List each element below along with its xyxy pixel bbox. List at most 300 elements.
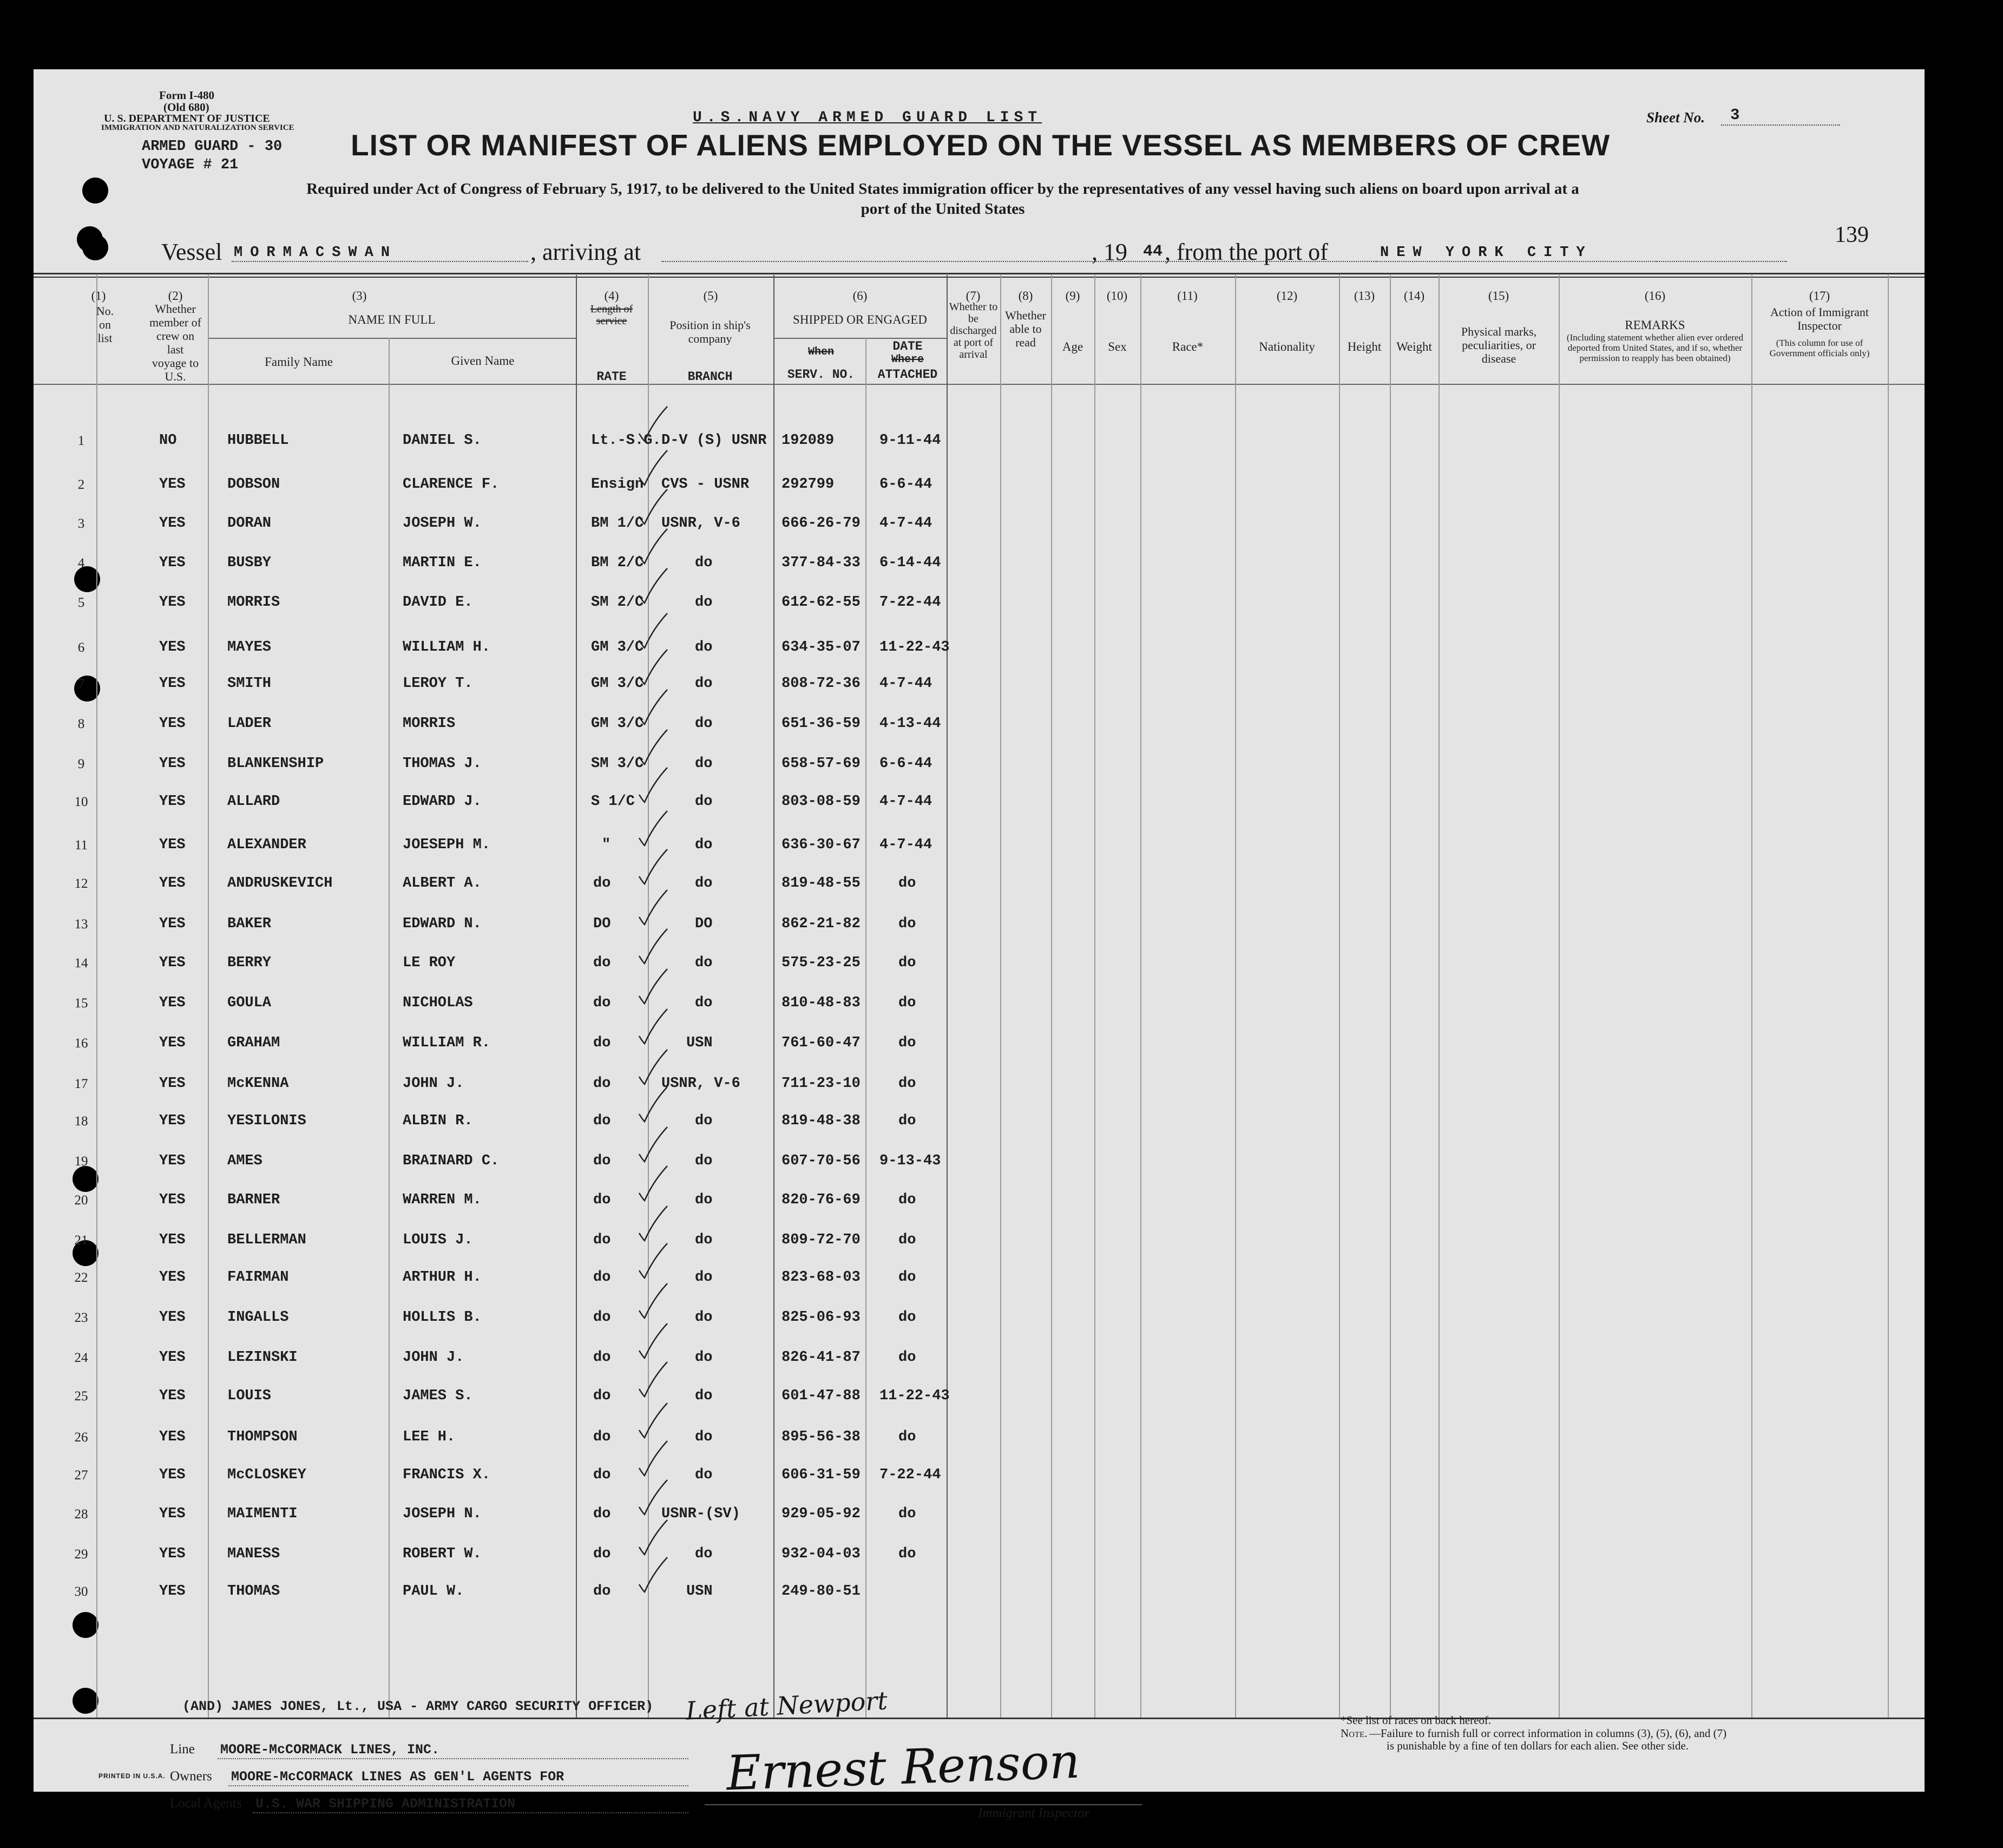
cell-row-number: 15 <box>74 996 88 1011</box>
port-name: NEW YORK CITY <box>1380 245 1593 261</box>
cell-branch: USN <box>686 1035 713 1051</box>
cell-rate: do <box>593 1113 611 1129</box>
cell-given-name: WILLIAM R. <box>403 1035 491 1051</box>
cell-crew: YES <box>159 1467 186 1483</box>
cell-family-name: ALEXANDER <box>227 837 306 853</box>
cell-serv-no: 825-06-93 <box>782 1309 861 1326</box>
cell-date-attached: 4-7-44 <box>879 676 932 692</box>
cell-rate: do <box>593 1467 611 1483</box>
cell-given-name: JOHN J. <box>403 1349 464 1366</box>
cell-crew: YES <box>159 1388 186 1404</box>
immigrant-inspector-label: Immigrant Inspector <box>978 1806 1090 1820</box>
cell-branch: do <box>695 875 713 892</box>
cell-family-name: MANESS <box>227 1546 280 1562</box>
cell-date-attached: do <box>898 995 916 1011</box>
check-mark-icon <box>637 612 669 650</box>
cell-crew: YES <box>159 1192 186 1208</box>
from-label: , from the port of <box>1165 239 1328 265</box>
cell-branch: do <box>695 716 713 732</box>
cell-given-name: DAVID E. <box>403 594 473 611</box>
cell-family-name: HUBBELL <box>227 432 289 449</box>
cell-row-number: 14 <box>74 956 88 971</box>
col-name-header: NAME IN FULL <box>348 313 436 326</box>
punch-hole-icon <box>73 1166 98 1192</box>
cell-rate: GM 3/C <box>591 676 644 692</box>
cell-given-name: FRANCIS X. <box>403 1467 491 1483</box>
cell-crew: YES <box>159 555 186 571</box>
cell-rate: SM 2/C <box>591 594 644 611</box>
col-nationality-header: Nationality <box>1259 340 1315 353</box>
cell-rate: do <box>593 1035 611 1051</box>
cell-date-attached: do <box>898 916 916 932</box>
cell-serv-no: 601-47-88 <box>782 1388 861 1404</box>
cell-given-name: THOMAS J. <box>403 756 482 772</box>
cell-given-name: WARREN M. <box>403 1192 482 1208</box>
cell-serv-no: 820-76-69 <box>782 1192 861 1208</box>
cell-date-attached: 11-22-43 <box>879 639 950 656</box>
cell-rate: do <box>593 1269 611 1286</box>
subtitle-line-2: port of the United States <box>861 200 1025 218</box>
check-mark-icon <box>637 889 669 927</box>
check-mark-icon <box>637 729 669 766</box>
armed-guard: ARMED GUARD - 30 <box>142 139 283 155</box>
col-action-note: (This column for use of Government officials only) <box>1769 338 1870 358</box>
cell-family-name: FAIRMAN <box>227 1269 289 1286</box>
cell-given-name: BRAINARD C. <box>403 1153 500 1169</box>
cell-serv-no: 658-57-69 <box>782 756 861 772</box>
cell-row-number: 2 <box>77 477 85 492</box>
cell-branch: do <box>695 1309 713 1326</box>
cell-family-name: MAYES <box>227 639 272 656</box>
cell-family-name: THOMAS <box>227 1583 280 1600</box>
cell-rate: GM 3/C <box>591 639 644 656</box>
cell-crew: YES <box>159 594 186 611</box>
cell-row-number: 13 <box>74 917 88 932</box>
cell-crew: YES <box>159 875 186 892</box>
check-mark-icon <box>637 968 669 1006</box>
cell-given-name: LE ROY <box>403 955 456 971</box>
check-mark-icon <box>637 1242 669 1280</box>
note-line-1: —Failure to furnish full or correct information in columns (3), (5), (6), and (7) <box>1369 1727 1727 1740</box>
cell-crew: YES <box>159 1035 186 1051</box>
cell-row-number: 12 <box>74 876 88 891</box>
cell-serv-no: 634-35-07 <box>782 639 861 656</box>
col-sex-header: Sex <box>1108 340 1127 353</box>
cell-row-number: 10 <box>74 795 88 809</box>
col-weight-header: Weight <box>1396 340 1432 353</box>
col-height-header: Height <box>1347 340 1382 353</box>
cell-family-name: BELLERMAN <box>227 1232 306 1248</box>
cell-family-name: GRAHAM <box>227 1035 280 1051</box>
cell-row-number: 5 <box>77 595 85 610</box>
cell-crew: YES <box>159 639 186 656</box>
check-mark-icon <box>637 528 669 566</box>
cell-rate: do <box>593 995 611 1011</box>
form-old-number: (Old 680) <box>163 101 209 114</box>
cell-row-number: 24 <box>74 1351 88 1365</box>
cell-row-number: 17 <box>74 1077 88 1091</box>
cell-rate: do <box>593 1349 611 1366</box>
check-mark-icon <box>637 1282 669 1320</box>
cell-branch: do <box>695 837 713 853</box>
cell-date-attached: do <box>898 1429 916 1445</box>
cell-crew: YES <box>159 1583 186 1600</box>
col-remarks-note: (Including statement whether alien ever ordered deported from United States, and if so, whether permission to reapply has been obtained) <box>1566 332 1744 363</box>
arriving-label: , arriving at <box>530 239 641 265</box>
cell-date-attached: do <box>898 955 916 971</box>
col-date-attached-header: ATTACHED <box>877 368 938 382</box>
cell-crew: YES <box>159 1232 186 1248</box>
cell-serv-no: 803-08-59 <box>782 794 861 810</box>
col-read-header: Whether able to read <box>1005 309 1046 349</box>
subtitle-line-1: Required under Act of Congress of February 5, 1917, to be delivered to the United States immigration officer by the representatives of any vessel having such aliens on board upon arrival at a <box>306 180 1579 198</box>
check-mark-icon <box>637 1205 669 1243</box>
cell-branch: do <box>695 1113 713 1129</box>
sheet-number: 3 <box>1730 106 1740 124</box>
cell-branch: USN <box>686 1583 713 1600</box>
cell-branch: USNR, V-6 <box>661 1076 740 1092</box>
cell-date-attached: do <box>898 875 916 892</box>
cell-family-name: DOBSON <box>227 476 280 493</box>
cell-branch: do <box>695 1269 713 1286</box>
cell-row-number: 3 <box>77 516 85 531</box>
cell-crew: YES <box>159 1113 186 1129</box>
cell-date-attached: 4-13-44 <box>879 716 941 732</box>
cell-serv-no: 823-68-03 <box>782 1269 861 1286</box>
check-mark-icon <box>637 1165 669 1203</box>
cell-given-name: ALBERT A. <box>403 875 482 892</box>
local-agents-label: Local Agents <box>170 1796 242 1811</box>
cell-given-name: JOESEPH M. <box>403 837 491 853</box>
check-mark-icon <box>637 1126 669 1164</box>
cell-date-attached: 9-13-43 <box>879 1153 941 1169</box>
cell-rate: do <box>593 1309 611 1326</box>
cell-serv-no: 192089 <box>782 432 835 449</box>
races-note: *See list of races on back hereof. <box>1341 1714 1492 1727</box>
note-label: Note. <box>1341 1727 1368 1740</box>
cell-serv-no: 808-72-36 <box>782 676 861 692</box>
cell-serv-no: 292799 <box>782 476 835 493</box>
col-no-header: No. on list <box>96 304 114 345</box>
owners-value: MOORE-McCORMACK LINES AS GEN'L AGENTS FOR <box>231 1769 564 1785</box>
punch-hole-icon <box>82 234 108 260</box>
cell-serv-no: 612-62-55 <box>782 594 861 611</box>
cell-branch: D-V (S) USNR <box>661 432 767 449</box>
cell-crew: YES <box>159 916 186 932</box>
cell-crew: YES <box>159 1076 186 1092</box>
cell-family-name: MORRIS <box>227 594 280 611</box>
cell-crew: YES <box>159 1153 186 1169</box>
cell-rate: BM 1/C <box>591 515 644 532</box>
check-mark-icon <box>637 1556 669 1594</box>
col-discharged-header: Whether to be discharged at port of arrival <box>949 301 998 361</box>
cell-given-name: JOHN J. <box>403 1076 464 1092</box>
cell-serv-no: 636-30-67 <box>782 837 861 853</box>
check-mark-icon <box>637 1402 669 1440</box>
cell-rate: do <box>593 1192 611 1208</box>
check-mark-icon <box>637 1086 669 1124</box>
punch-hole-icon <box>73 1688 98 1714</box>
cell-row-number: 25 <box>74 1389 88 1404</box>
year-prefix: , 19 <box>1092 239 1127 265</box>
extra-officer-line: (AND) JAMES JONES, Lt., USA - ARMY CARGO SECURITY OFFICER) <box>182 1699 654 1714</box>
line-value: MOORE-McCORMACK LINES, INC. <box>220 1742 440 1758</box>
cell-rate: do <box>593 1429 611 1445</box>
cell-serv-no: 862-21-82 <box>782 916 861 932</box>
cell-crew: YES <box>159 794 186 810</box>
cell-date-attached: 7-22-44 <box>879 1467 941 1483</box>
check-mark-icon <box>637 766 669 804</box>
cell-rate: Ensign <box>591 476 644 493</box>
cell-family-name: McKENNA <box>227 1076 289 1092</box>
cell-family-name: BARNER <box>227 1192 280 1208</box>
cell-row-number: 19 <box>74 1154 88 1169</box>
col-rate-header: RATE <box>596 370 627 384</box>
cell-serv-no: 809-72-70 <box>782 1232 861 1248</box>
vessel-name: MORMACSWAN <box>234 245 398 261</box>
printed-in-usa: PRINTED IN U.S.A. <box>98 1772 166 1780</box>
cell-branch: CVS - USNR <box>661 476 750 493</box>
cell-row-number: 18 <box>74 1114 88 1129</box>
cell-crew: YES <box>159 837 186 853</box>
cell-rate: do <box>593 955 611 971</box>
cell-given-name: LOUIS J. <box>403 1232 473 1248</box>
cell-given-name: ALBIN R. <box>403 1113 473 1129</box>
col-action-header: Action of Immigrant Inspector <box>1770 305 1869 332</box>
col-crew-header: Whether member of crew on last voyage to U.S. <box>149 302 201 383</box>
cell-given-name: ROBERT W. <box>403 1546 482 1562</box>
cell-date-attached: do <box>898 1309 916 1326</box>
check-mark-icon <box>637 405 669 443</box>
check-mark-icon <box>637 648 669 686</box>
cell-family-name: BERRY <box>227 955 272 971</box>
cell-crew: YES <box>159 955 186 971</box>
cell-rate: do <box>593 1388 611 1404</box>
cell-branch: do <box>695 1192 713 1208</box>
cell-crew: YES <box>159 1546 186 1562</box>
cell-serv-no: 575-23-25 <box>782 955 861 971</box>
cell-given-name: NICHOLAS <box>403 995 473 1011</box>
punch-hole-icon <box>82 178 108 204</box>
cell-date-attached: 9-11-44 <box>879 432 941 449</box>
cell-row-number: 29 <box>74 1547 88 1562</box>
cell-branch: do <box>695 1153 713 1169</box>
cell-family-name: BUSBY <box>227 555 272 571</box>
cell-rate: S 1/C <box>591 794 635 810</box>
cell-row-number: 1 <box>77 434 85 448</box>
cell-date-attached: 4-7-44 <box>879 837 932 853</box>
col-position-header: Position in ship's company <box>669 318 751 345</box>
cell-serv-no: 810-48-83 <box>782 995 861 1011</box>
cell-rate: do <box>593 1546 611 1562</box>
cell-branch: do <box>695 756 713 772</box>
cell-rate: SM 3/C <box>591 756 644 772</box>
cell-row-number: 28 <box>74 1507 88 1522</box>
cell-given-name: LEROY T. <box>403 676 473 692</box>
cell-row-number: 8 <box>77 717 85 731</box>
check-mark-icon <box>637 928 669 966</box>
check-mark-icon <box>637 567 669 605</box>
cell-family-name: LEZINSKI <box>227 1349 298 1366</box>
cell-serv-no: 761-60-47 <box>782 1035 861 1051</box>
cell-crew: YES <box>159 676 186 692</box>
cell-date-attached: do <box>898 1035 916 1051</box>
cell-date-attached: 4-7-44 <box>879 794 932 810</box>
cell-branch: do <box>695 1429 713 1445</box>
check-mark-icon <box>637 1440 669 1478</box>
cell-crew: NO <box>159 432 177 449</box>
cell-serv-no: 711-23-10 <box>782 1076 861 1092</box>
cell-given-name: WILLIAM H. <box>403 639 491 656</box>
cell-crew: YES <box>159 716 186 732</box>
cell-date-attached: 6-6-44 <box>879 476 932 493</box>
cell-given-name: EDWARD J. <box>403 794 482 810</box>
service: IMMIGRATION AND NATURALIZATION SERVICE <box>101 123 294 132</box>
cell-serv-no: 819-48-55 <box>782 875 861 892</box>
check-mark-icon <box>637 810 669 848</box>
check-mark-icon <box>637 1008 669 1046</box>
cell-crew: YES <box>159 1349 186 1366</box>
vessel-label: Vessel <box>161 239 222 265</box>
cell-date-attached: 4-7-44 <box>879 515 932 532</box>
cell-branch: do <box>695 1349 713 1366</box>
cell-branch: do <box>695 1546 713 1562</box>
cell-family-name: YESILONIS <box>227 1113 306 1129</box>
cell-branch: do <box>695 1388 713 1404</box>
cell-family-name: GOULA <box>227 995 272 1011</box>
col-race-header: Race* <box>1172 340 1204 353</box>
cell-crew: YES <box>159 476 186 493</box>
cell-serv-no: 606-31-59 <box>782 1467 861 1483</box>
cell-crew: YES <box>159 1506 186 1522</box>
form-number: Form I-480 <box>159 89 215 102</box>
cell-date-attached: do <box>898 1546 916 1562</box>
cell-branch: do <box>695 1467 713 1483</box>
cell-row-number: 21 <box>74 1233 88 1248</box>
page-number: 139 <box>1835 222 1869 247</box>
check-mark-icon <box>637 1048 669 1086</box>
cell-branch: DO <box>695 916 713 932</box>
cell-branch: do <box>695 794 713 810</box>
cell-crew: YES <box>159 515 186 532</box>
cell-serv-no: 895-56-38 <box>782 1429 861 1445</box>
local-agents-value: U.S. WAR SHIPPING ADMINISTRATION <box>255 1796 516 1812</box>
col-physical-marks-header: Physical marks, peculiarities, or disease <box>1461 325 1537 365</box>
cell-family-name: ANDRUSKEVICH <box>227 875 333 892</box>
cell-branch: do <box>695 995 713 1011</box>
cell-date-attached: do <box>898 1232 916 1248</box>
cell-given-name: ARTHUR H. <box>403 1269 482 1286</box>
col-rate-struck-header: Length of service <box>590 303 633 327</box>
cell-crew: YES <box>159 1269 186 1286</box>
cell-row-number: 9 <box>77 757 85 771</box>
check-mark-icon <box>637 449 669 487</box>
cell-rate: do <box>593 1506 611 1522</box>
cell-date-attached: 11-22-43 <box>879 1388 950 1404</box>
cell-family-name: BAKER <box>227 916 272 932</box>
cell-rate: do <box>593 1153 611 1169</box>
cell-branch: do <box>695 955 713 971</box>
cell-family-name: DORAN <box>227 515 272 532</box>
cell-date-attached: do <box>898 1076 916 1092</box>
cell-serv-no: 826-41-87 <box>782 1349 861 1366</box>
cell-given-name: HOLLIS B. <box>403 1309 482 1326</box>
cell-given-name: LEE H. <box>403 1429 456 1445</box>
cell-family-name: THOMPSON <box>227 1429 298 1445</box>
cell-branch: do <box>695 555 713 571</box>
cell-given-name: PAUL W. <box>403 1583 464 1600</box>
cell-given-name: JOSEPH N. <box>403 1506 482 1522</box>
cell-serv-no: 249-80-51 <box>782 1583 861 1600</box>
typed-banner: U.S.NAVY ARMED GUARD LIST <box>693 109 1042 126</box>
cell-date-attached: do <box>898 1113 916 1129</box>
cell-date-attached: do <box>898 1192 916 1208</box>
inspector-signature: Ernest Renson <box>725 1733 1081 1801</box>
year-suffix: 44 <box>1143 243 1163 261</box>
cell-serv-no: 666-26-79 <box>782 515 861 532</box>
cell-given-name: MARTIN E. <box>403 555 482 571</box>
check-mark-icon <box>637 1519 669 1557</box>
cell-rate: do <box>593 1232 611 1248</box>
cell-branch: do <box>695 639 713 656</box>
cell-date-attached: do <box>898 1349 916 1366</box>
cell-serv-no: 377-84-33 <box>782 555 861 571</box>
cell-given-name: JOSEPH W. <box>403 515 482 532</box>
cell-branch: USNR-(SV) <box>661 1506 740 1522</box>
line-label: Line <box>170 1742 195 1757</box>
cell-row-number: 20 <box>74 1193 88 1208</box>
cell-row-number: 30 <box>74 1584 88 1599</box>
punch-hole-icon <box>73 1612 98 1638</box>
cell-rate: GM 3/C <box>591 716 644 732</box>
cell-row-number: 27 <box>74 1468 88 1483</box>
cell-family-name: SMITH <box>227 676 272 692</box>
owners-label: Owners <box>170 1769 212 1784</box>
cell-serv-no: 607-70-56 <box>782 1153 861 1169</box>
manifest-sheet: Form I-480 (Old 680) U. S. DEPARTMENT OF JUSTICE IMMIGRATION AND NATURALIZATION SERVICE ARMED GUARD - 30 VOYAGE # 21 U.S.NAVY ARMED GUARD LIST LIST OR MANIFEST OF ALIENS EMPLOYED ON THE VESSEL AS MEMBERS OF CREW Required under Act of Congress of February 5, 1917, to be delivered to the United States immigration officer by the representatives of any vessel having such aliens on board upon arrival at a port of the United States Sheet No. 3 139 Vessel MORMACSWAN , arriving at , 19 44 , from the port of NEW YORK CITY (1) No. on list (2) Whether member of crew on last voyage to U.S. (3) NAME IN FULL Family Name Given Name (4) Length of service RATE (5) Position in ship's company BRANCH (6) SHIPPED OR ENGAGED When SERV. NO. DATE Where ATTACHED (7) Whether to be discharged at port of arrival (8) Whether able to read (9) Age (10) Sex (11) Race* (12) Nationality (13) Height (14) Weight (15) Physical marks, peculiarities, or disease (16) REMARKS (Including statement whether alien ever ordered deported from United States, and if so, whether permission to reapply has been obtained) (17) Action of Immigrant Inspector (This column for use of Government officials only) 1 NO HUBBELL DANIEL S. Lt.-S.G. D-V (S) USNR 192089 9-11-44 2 YES DOBSON CLARENCE F. Ensign CVS - USNR 292799 6-6-44 3 YES DORAN JOSEPH W. BM 1/C USNR, V-6 666-26-79 4-7-44 4 YES BUSBY MARTIN E. BM 2/C do 377-84-33 6-14-44 5 YES MORRIS DAVID E. SM 2/C do 612-62-55 7-22-44 6 YES MAYES WILLIAM H. GM 3/C do 634-35-07 11-22-43 7 YES SMITH LEROY T. GM 3/C do 808-72-36 4-7-44 8 YES LADER MORRIS GM 3/C do 651-36-59 4-13-44 9 YES BLANKENSHIP THOMAS J. SM 3/C do 658-57-69 6-6-44 10 YES ALLARD EDWARD J. S 1/C do 803-08-59 4-7-44 11 YES ALEXANDER JOESEPH M. " do 636-30-67 4-7-44 12 YES ANDRUSKEVICH ALBERT A. do do 819-48-55 do 13 YES BAKER EDWARD N. DO DO 862-21-82 do 14 YES BERRY LE ROY do do 575-23-25 do 15 YES GOULA NICHOLAS do do 810-48-83 do 16 YES GRAHAM WILLIAM R. do USN 761-60-47 do 17 YES McKENNA JOHN J. do USNR, V-6 711-23-10 do 18 YES YESILONIS ALBIN R. do do 819-48-38 do 19 YES AMES BRAINARD C. do do 607-70-56 9-13-43 20 YES BARNER WARREN M. do do 820-76-69 do 21 YES BELLERMAN LOUIS J. do do 809-72-70 do 22 YES FAIRMAN ARTHUR H. do do 823-68-03 do 23 YES INGALLS HOLLIS B. do do 825-06-93 do 24 YES LEZINSKI JOHN J. do do 826-41-87 do 25 YES LOUIS JAMES S. do do 601-47-88 11-22-43 26 YES THOMPSON LEE H. do do 895-56-38 do 27 YES McCLOSKEY FRANCIS X. do do 606-31-59 7-22-44 28 YES MAIMENTI JOSEPH N. do USNR-(SV) 929-05-92 do 29 YES MANESS ROBERT W. do do 932-04-03 do 30 YES THOMAS PAUL W. do USN 249-80-51 (AND) JAMES JONES, Lt., USA - ARMY CARGO SECURITY OFFICER) Left at Newport Line MOORE-McCORMACK LINES, INC. Owners MOORE-McCORMACK LINES AS GEN'L AGENTS FOR Local Agents U.S. WAR SHIPPING ADMINISTRATION Ernest Renson Immigrant Inspector *See list of races on back hereof. Note. —Failure to furnish full or correct information in columns (3), (5), (6), and (7) is punishable by a fine of ten dollars for each alien. See other side. PRINTED IN U.S.A. <box>34 69 1925 1792</box>
cell-rate: " <box>602 837 611 853</box>
col-age-header: Age <box>1062 340 1083 353</box>
cell-branch: do <box>695 1232 713 1248</box>
cell-date-attached: 6-14-44 <box>879 555 941 571</box>
cell-date-attached: do <box>898 1506 916 1522</box>
cell-crew: YES <box>159 756 186 772</box>
cell-row-number: 6 <box>77 640 85 655</box>
col-shipped-header: SHIPPED OR ENGAGED <box>793 313 927 326</box>
col-branch-header: BRANCH <box>687 370 733 384</box>
check-mark-icon <box>637 488 669 526</box>
cell-family-name: INGALLS <box>227 1309 289 1326</box>
cell-given-name: MORRIS <box>403 716 456 732</box>
cell-serv-no: 651-36-59 <box>782 716 861 732</box>
cell-serv-no: 819-48-38 <box>782 1113 861 1129</box>
cell-given-name: EDWARD N. <box>403 916 482 932</box>
note-line-2: is punishable by a fine of ten dollars for each alien. See other side. <box>1387 1739 1689 1752</box>
cell-family-name: BLANKENSHIP <box>227 756 324 772</box>
cell-rate: do <box>593 1583 611 1600</box>
cell-family-name: MAIMENTI <box>227 1506 298 1522</box>
cell-rate: Lt.-S.G. <box>591 432 661 449</box>
cell-crew: YES <box>159 1429 186 1445</box>
cell-family-name: McCLOSKEY <box>227 1467 306 1483</box>
cell-rate: BM 2/C <box>591 555 644 571</box>
cell-date-attached: do <box>898 1269 916 1286</box>
cell-date-attached: 6-6-44 <box>879 756 932 772</box>
cell-crew: YES <box>159 995 186 1011</box>
cell-family-name: ALLARD <box>227 794 280 810</box>
cell-rate: do <box>593 875 611 892</box>
col-family-name-header: Family Name <box>265 355 333 369</box>
